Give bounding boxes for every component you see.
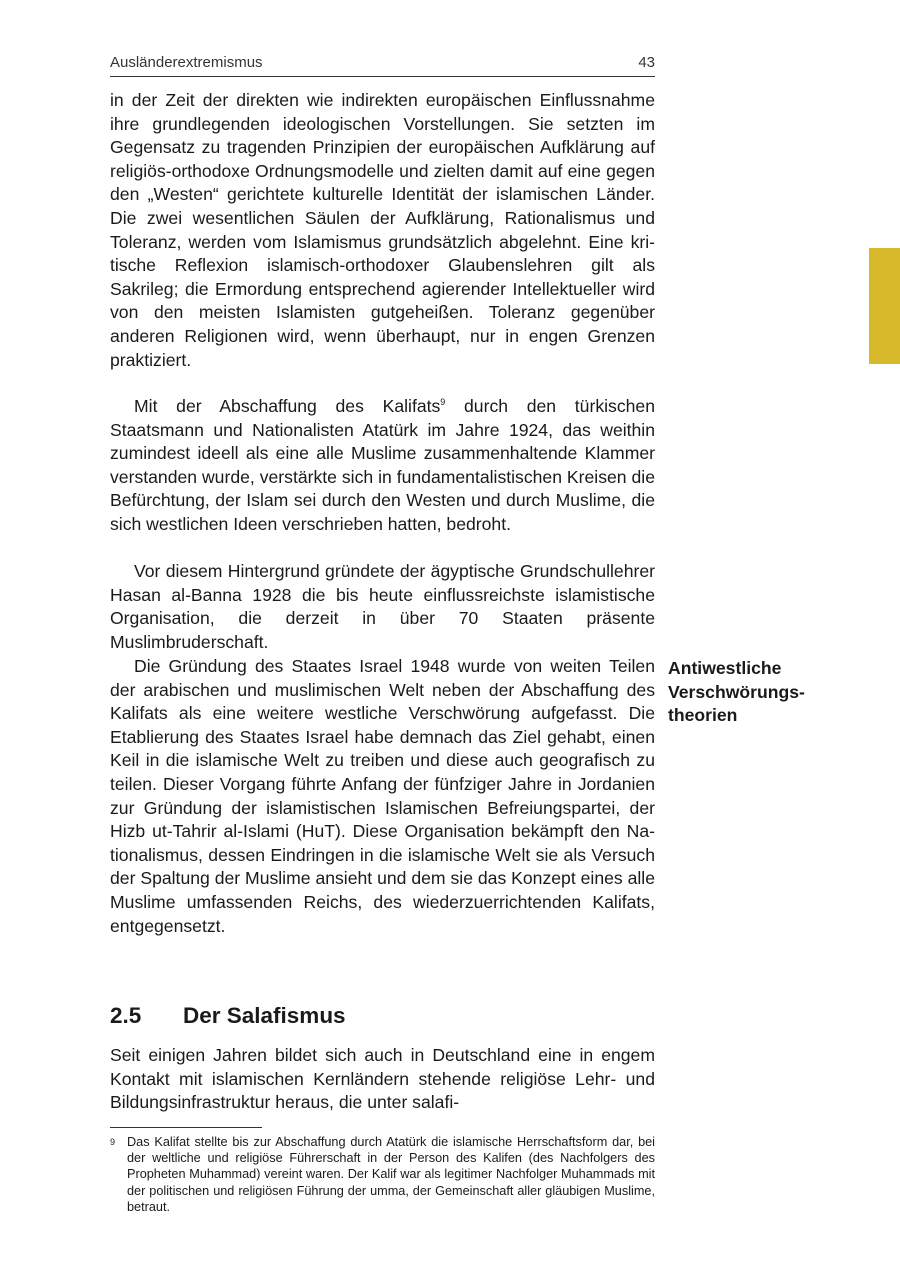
margin-note-line-3: theorien (668, 705, 738, 726)
section-number: 2.5 (110, 1003, 142, 1028)
body-paragraph-2 (110, 395, 655, 537)
footnote-reference: 9 (440, 397, 446, 407)
footnote-text: Das Kalifat stellte bis zur Abschaffung durch Atatürk die islamische Herrschaftsform dar, bei der weltliche und religiöse Führerschaft in der Person des Kalifen (des Nachfolgers des Propheten Muhammad) vereint waren. Der Kalif war als legitimer Nachfolger Muhammads mit der politischen und religiösen Führung der umma, der Gemeinschaft aller gläubigen Muslime, betraut. (127, 1135, 655, 1214)
section-heading (110, 1003, 346, 1029)
chapter-thumb-tab (869, 248, 900, 364)
footnote (110, 1134, 655, 1215)
page-header (110, 54, 655, 77)
body-paragraph-4: Die Gründung des Staates Israel 1948 wurde von weiten Teilen der arabischen und muslimischen Welt neben der Abschaffung des Kalifats als eine weitere westliche Verschwörung aufgefasst. Die Etablierung des Staates Israel habe demnach das Ziel gehabt, einen Keil in die islamische Welt zu treiben und diese auch geografisch zu teilen. Dieser Vorgang führte Anfang der fünfziger Jahre in Jordanien zur Gründung der islamistischen Islamischen Befreiungspartei, der Hizb ut-Tahrir al-Islami (HuT). Diese Organisation bekämpft den Nationalismus, dessen Eindringen in die islamische Welt sie als Versuch der Spaltung der Muslime ansieht und dem sie das Konzept eines alle Muslime umfassenden Reichs, des wiederzuerrichtenden Kalifats, entgegensetzt. (110, 656, 655, 936)
margin-note-line-1: Antiwestliche (668, 658, 782, 678)
margin-note-line-2: Verschwörungs- (668, 681, 805, 702)
section-title: Der Salafismus (183, 1003, 346, 1028)
paragraph-2-text-end: durch den türkischen Staatsmann und Nationalisten Atatürk im Jahre 1924, das weithin zumindest ideell als eine alle Muslime zusammenhaltende Klammer verstanden wurde, verstärkte sich in fundamentalistischen Kreisen die Befürchtung, der Islam sei durch den Westen und durch Muslime, die sich westlichen Ideen verschrieben hatten, bedroht. (110, 396, 655, 534)
page-number: 43 (638, 54, 655, 71)
footnote-divider (110, 1127, 262, 1128)
margin-note (668, 657, 848, 728)
body-paragraph-3: Vor diesem Hintergrund gründete der ägyptische Grundschullehrer Hasan al-Banna 1928 die bis heute einflussreichste islamistische Organisation, die derzeit in über 70 Staaten präsente Muslimbruderschaft. (110, 561, 655, 652)
body-paragraph-1: in der Zeit der direkten wie indirekten europäischen Einflussnahme ihre grundlegenden ideologischen Vorstellungen. Sie setzten im Gegensatz zu tragenden Prinzipien der europäischen Aufklärung auf religiös-orthodoxe Ordnungsmodelle und zielten damit auf eine gegen den „Westen“ gerichtete kulturelle Identität der islamischen Länder. Die zwei wesentlichen Säulen der Aufklärung, Rationalismus und Toleranz, werden vom Islamismus grundsätzlich abgelehnt. Eine kritische Reflexion islamisch-orthodoxer Glaubenslehren gilt als Sakrileg; die Ermordung entsprechend agierender Intellektueller wird von den meisten Islamisten gutgeheißen. Toleranz gegenüber anderen Religionen wird, wenn überhaupt, nur in engen Grenzen praktiziert. (110, 90, 655, 370)
footnote-marker: 9 (110, 1137, 116, 1147)
paragraph-2-text-start: Mit der Abschaffung des Kalifats (134, 396, 441, 416)
section-paragraph: Seit einigen Jahren bildet sich auch in Deutschland eine in engem Kontakt mit islamischen Kernländern stehende religiöse Lehr- und Bildungsinfrastruktur heraus, die unter salafi- (110, 1045, 655, 1113)
running-title: Ausländerextremismus (110, 54, 263, 71)
